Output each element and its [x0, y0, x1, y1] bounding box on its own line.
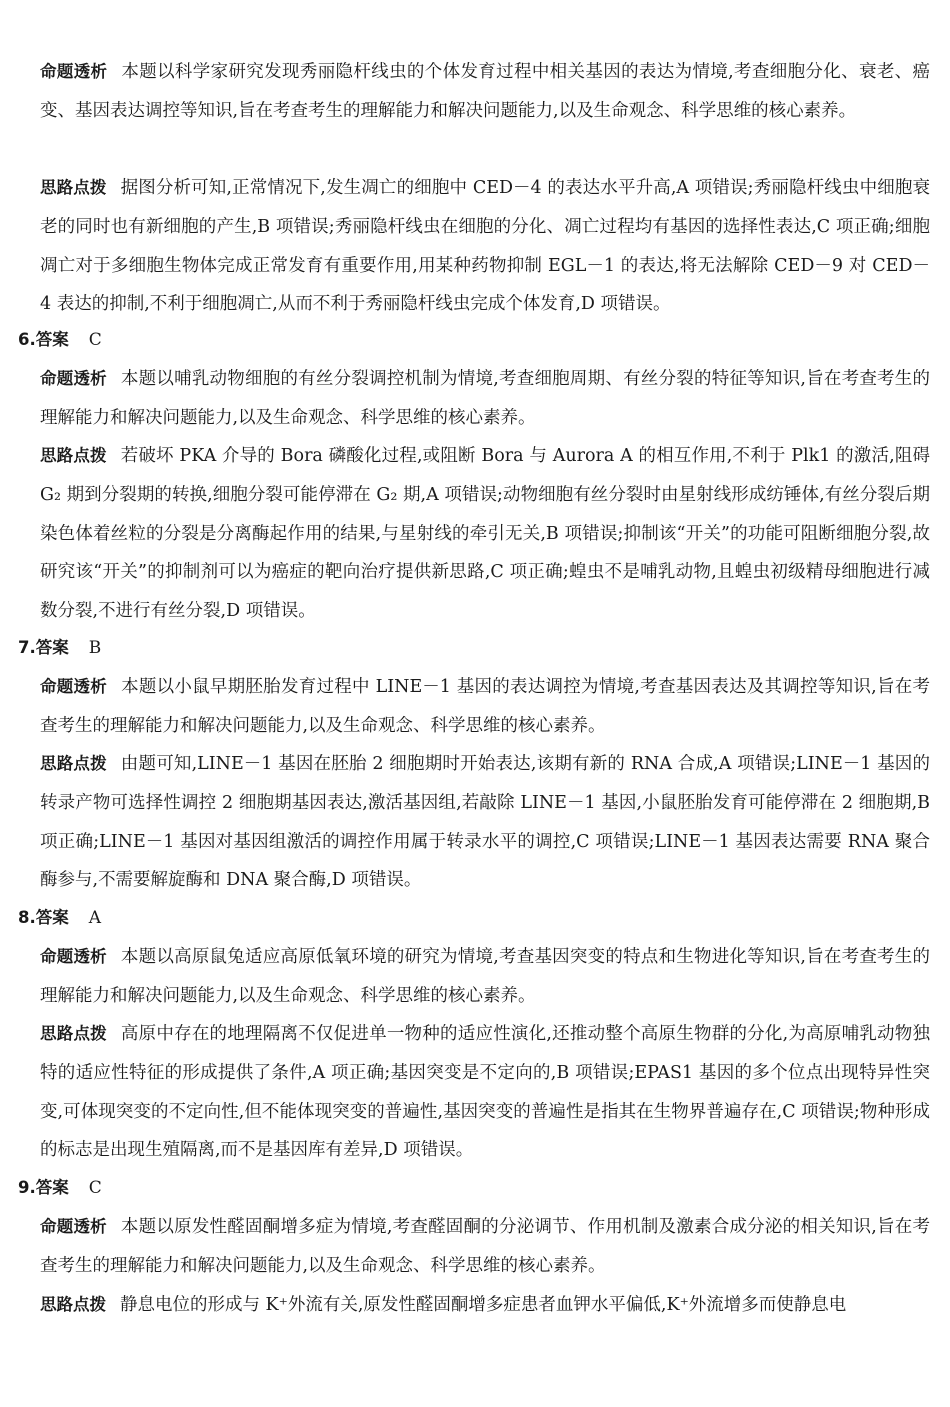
hint-label: 思路点拨 — [40, 1024, 107, 1043]
analysis-paragraph-5 — [40, 53, 930, 131]
answer-line-8 — [18, 903, 101, 933]
question-number-6: 6. — [18, 330, 36, 349]
hint-paragraph-9 — [40, 1286, 930, 1325]
analysis-paragraph-7 — [40, 668, 930, 746]
hint-text-7: 由题可知,LINE－1 基因在胚胎 2 细胞期时开始表达,该期有新的 RNA 合成,A 项错误;LINE－1 基因的转录产物可选择性调控 2 细胞期基因表达,激活基因组,若敲除 LINE－1 基因,小鼠胚胎发育可能停滞在 2 细胞期,B 项正确;LINE－1 基因对基因组激活的调控作用属于转录水平的调控,C 项错误;LINE－1 基因表达需要 RNA 聚合酶参与,不需要解旋酶和 DNA 聚合酶,D 项错误。 — [40, 754, 931, 891]
analysis-text-9: 本题以原发性醛固酮增多症为情境,考查醛固酮的分泌调节、作用机制及激素合成分泌的相关知识,旨在考查考生的理解能力和解决问题能力,以及生命观念、科学思维的核心素养。 — [40, 1217, 931, 1276]
analysis-text-6: 本题以哺乳动物细胞的有丝分裂调控机制为情境,考查细胞周期、有丝分裂的特征等知识,旨在考查考生的理解能力和解决问题能力,以及生命观念、科学思维的核心素养。 — [40, 369, 931, 428]
hint-text-5: 据图分析可知,正常情况下,发生凋亡的细胞中 CED－4 的表达水平升高,A 项错误;秀丽隐杆线虫中细胞衰老的同时也有新细胞的产生,B 项错误;秀丽隐杆线虫在细胞的分化、凋亡过程均有基因的选择性表达,C 项正确;细胞凋亡对于多细胞生物体完成正常发育有重要作用,用某种药物抑制 EGL－1 的表达,将无法解除 CED－9 对 CED－4 表达的抑制,不利于细胞凋亡,从而不利于秀丽隐杆线虫完成个体发育,D 项错误。 — [40, 178, 930, 315]
hint-label: 思路点拨 — [40, 1295, 106, 1314]
hint-paragraph-6 — [40, 437, 930, 631]
hint-label: 思路点拨 — [40, 446, 107, 465]
answer-line-6 — [18, 325, 102, 355]
answer-value-8: A — [88, 908, 102, 928]
analysis-label: 命题透析 — [40, 62, 108, 81]
answer-label: 答案 — [35, 330, 69, 349]
answer-value-6: C — [88, 330, 102, 350]
answer-line-9 — [18, 1173, 102, 1203]
answer-label: 答案 — [35, 908, 69, 927]
hint-label: 思路点拨 — [40, 178, 107, 197]
question-number-9: 9. — [18, 1178, 36, 1197]
analysis-label: 命题透析 — [40, 1217, 107, 1236]
analysis-paragraph-6 — [40, 360, 930, 438]
question-number-7: 7. — [18, 638, 36, 657]
analysis-text-5: 本题以科学家研究发现秀丽隐杆线虫的个体发育过程中相关基因的表达为情境,考查细胞分化、衰老、癌变、基因表达调控等知识,旨在考查考生的理解能力和解决问题能力,以及生命观念、科学思维的核心素养。 — [40, 62, 931, 121]
hint-label: 思路点拨 — [40, 754, 107, 773]
hint-text-9: 静息电位的形成与 K⁺外流有关,原发性醛固酮增多症患者血钾水平偏低,K⁺外流增多而使静息电 — [120, 1295, 847, 1315]
analysis-paragraph-8 — [40, 938, 930, 1016]
answer-label: 答案 — [35, 638, 69, 657]
hint-text-8: 高原中存在的地理隔离不仅促进单一物种的适应性演化,还推动整个高原生物群的分化,为高原哺乳动物独特的适应性特征的形成提供了条件,A 项正确;基因突变是不定向的,B 项错误;EPAS1 基因的多个位点出现特异性突变,可体现突变的不定向性,但不能体现突变的普遍性,基因突变的普遍性是指其在生物界普遍存在,C 项错误;物种形成的标志是出现生殖隔离,而不是基因库有差异,D 项错误。 — [40, 1024, 931, 1161]
answer-value-9: C — [88, 1178, 102, 1198]
hint-text-6: 若破坏 PKA 介导的 Bora 磷酸化过程,或阻断 Bora 与 Aurora A 的相互作用,不利于 Plk1 的激活,阻碍 G₂ 期到分裂期的转换,细胞分裂可能停滞在 G₂ 期,A 项错误;动物细胞有丝分裂时由星射线形成纺锤体,有丝分裂后期染色体着丝粒的分裂是分离酶起作用的结果,与星射线的牵引无关,B 项错误;抑制该“开关”的功能可阻断细胞分裂,故研究该“开关”的抑制剂可以为癌症的靶向治疗提供新思路,C 项正确;蝗虫不是哺乳动物,且蝗虫初级精母细胞进行减数分裂,不进行有丝分裂,D 项错误。 — [40, 446, 931, 622]
hint-paragraph-5 — [40, 169, 930, 324]
answer-label: 答案 — [35, 1178, 69, 1197]
hint-paragraph-7 — [40, 745, 930, 900]
hint-paragraph-8 — [40, 1015, 930, 1170]
analysis-label: 命题透析 — [40, 947, 107, 966]
answer-value-7: B — [88, 638, 102, 658]
question-number-8: 8. — [18, 908, 36, 927]
analysis-paragraph-9 — [40, 1208, 930, 1286]
analysis-text-7: 本题以小鼠早期胚胎发育过程中 LINE－1 基因的表达调控为情境,考查基因表达及其调控等知识,旨在考查考生的理解能力和解决问题能力,以及生命观念、科学思维的核心素养。 — [40, 677, 930, 736]
answer-line-7 — [18, 633, 101, 663]
analysis-text-8: 本题以高原鼠兔适应高原低氧环境的研究为情境,考查基因突变的特点和生物进化等知识,旨在考查考生的理解能力和解决问题能力,以及生命观念、科学思维的核心素养。 — [40, 947, 931, 1006]
analysis-label: 命题透析 — [40, 369, 107, 388]
analysis-label: 命题透析 — [40, 677, 108, 696]
